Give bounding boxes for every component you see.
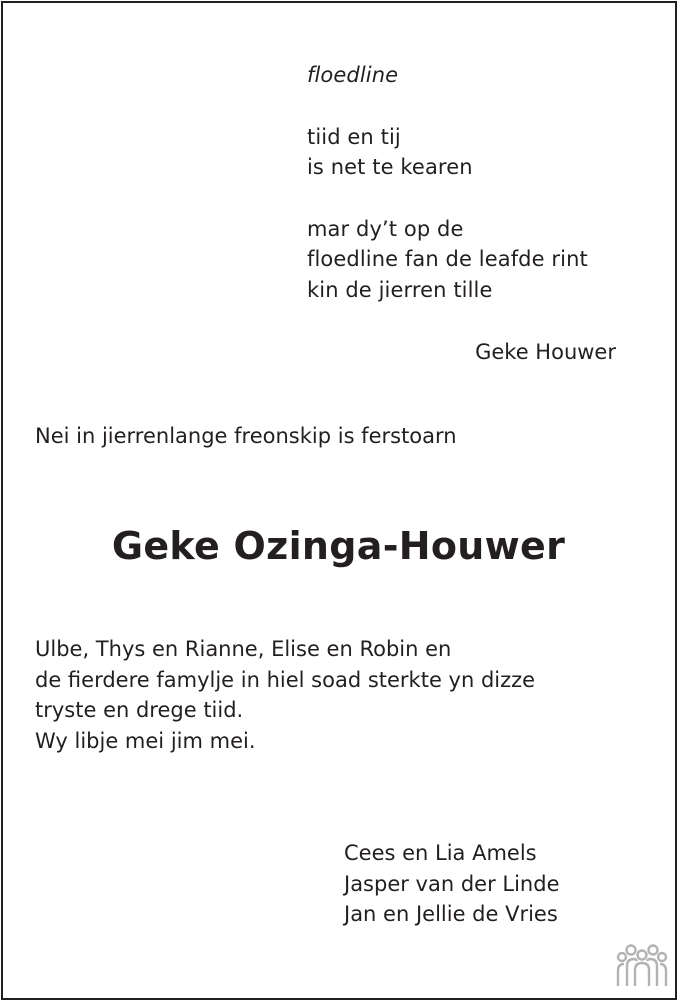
poem-line: mar dy’t op de [307, 216, 464, 241]
poem-stanza-1 [307, 122, 627, 183]
people-group-icon [616, 942, 668, 988]
message-line: de fierdere famylje in hiel soad sterkte yn dizze [35, 667, 536, 692]
poem-line: is net te kearen [307, 155, 473, 179]
deceased-name: Geke Ozinga-Houwer [111, 524, 566, 568]
poem-stanza-2 [307, 214, 627, 306]
poem [307, 60, 627, 305]
intro-text: Nei in jierrenlange freonskip is ferstoarn [35, 424, 457, 448]
senders [344, 838, 560, 930]
condolence-message [35, 634, 635, 756]
poem-line: kin de jierren tille [307, 277, 493, 302]
sender-name: Jan en Jellie de Vries [344, 902, 558, 926]
poem-line: tiid en tij [307, 124, 401, 149]
message-line: Wy libje mei jim mei. [35, 728, 256, 753]
poem-author: Geke Houwer [475, 340, 616, 364]
poem-title: floedline [307, 63, 399, 87]
poem-line: floedline fan de leafde rint [307, 247, 588, 271]
sender-name: Jasper van der Linde [344, 871, 560, 896]
sender-name: Cees en Lia Amels [344, 841, 537, 865]
message-line: Ulbe, Thys en Rianne, Elise en Robin en [35, 637, 452, 661]
message-line: tryste en drege tiid. [35, 698, 244, 722]
